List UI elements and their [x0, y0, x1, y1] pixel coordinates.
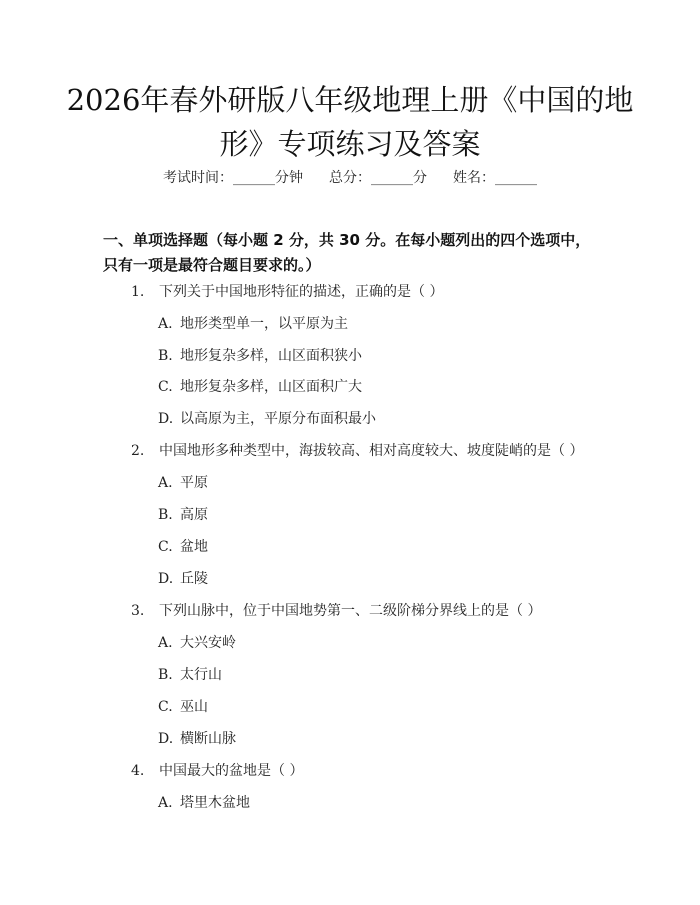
option-letter: D. — [158, 571, 174, 587]
option-text: 地形类型单一，以平原为主 — [180, 316, 348, 332]
question-1 — [131, 282, 443, 302]
question-3 — [131, 601, 541, 621]
section-heading-single-choice: 一、单项选择题（每小题 2 分，共 30 分。在每小题列出的四个选项中，只有一项是最符合题目要求的。） — [103, 231, 591, 274]
question-1-option-d — [158, 409, 376, 429]
exam-meta — [0, 168, 700, 188]
question-number: 2. — [131, 443, 145, 459]
option-text: 高原 — [180, 507, 208, 523]
question-2 — [131, 441, 583, 461]
question-text: 下列关于中国地形特征的描述，正确的是（ ） — [159, 284, 444, 300]
option-text: 地形复杂多样，山区面积广大 — [180, 379, 362, 395]
option-letter: A. — [158, 795, 173, 811]
question-1-option-c — [158, 377, 362, 397]
option-letter: B. — [158, 507, 173, 523]
question-text: 中国地形多种类型中，海拔较高、相对高度较大、坡度陡峭的是（ ） — [159, 443, 584, 459]
question-4-option-a — [158, 793, 250, 813]
option-letter: B. — [158, 667, 173, 683]
option-letter: A. — [158, 635, 173, 651]
question-2-option-d — [158, 569, 208, 589]
option-text: 塔里木盆地 — [180, 795, 250, 811]
question-text: 中国最大的盆地是（ ） — [159, 763, 304, 779]
option-text: 太行山 — [180, 667, 222, 683]
option-letter: C. — [158, 699, 173, 715]
option-text: 平原 — [180, 475, 208, 491]
option-text: 巫山 — [180, 699, 208, 715]
question-1-option-b — [158, 346, 362, 366]
question-text: 下列山脉中，位于中国地势第一、二级阶梯分界线上的是（ ） — [159, 603, 542, 619]
option-letter: B. — [158, 348, 173, 364]
option-letter: A. — [158, 316, 173, 332]
option-text: 丘陵 — [180, 571, 208, 587]
question-4 — [131, 761, 303, 781]
question-2-option-b — [158, 505, 208, 525]
option-text: 横断山脉 — [180, 731, 236, 747]
question-3-option-b — [158, 665, 222, 685]
question-number: 3. — [131, 603, 145, 619]
option-letter: A. — [158, 475, 173, 491]
option-letter: C. — [158, 379, 173, 395]
question-1-option-a — [158, 314, 348, 334]
question-3-option-c — [158, 697, 208, 717]
option-letter: D. — [158, 411, 174, 427]
option-text: 地形复杂多样，山区面积狭小 — [180, 348, 362, 364]
question-number: 4. — [131, 763, 145, 779]
document-title: 2026年春外研版八年级地理上册《中国的地形》专项练习及答案 — [66, 83, 634, 161]
option-text: 盆地 — [180, 539, 208, 555]
question-2-option-c — [158, 537, 208, 557]
option-letter: D. — [158, 731, 174, 747]
student-name-field: 姓名：______ — [453, 170, 537, 186]
option-letter: C. — [158, 539, 173, 555]
question-2-option-a — [158, 473, 208, 493]
question-number: 1. — [131, 284, 145, 300]
option-text: 大兴安岭 — [180, 635, 236, 651]
question-3-option-d — [158, 729, 236, 749]
option-text: 以高原为主，平原分布面积最小 — [180, 411, 376, 427]
total-score-field: 总分：______分 — [329, 170, 427, 186]
question-3-option-a — [158, 633, 236, 653]
exam-time-field: 考试时间：______分钟 — [163, 170, 303, 186]
